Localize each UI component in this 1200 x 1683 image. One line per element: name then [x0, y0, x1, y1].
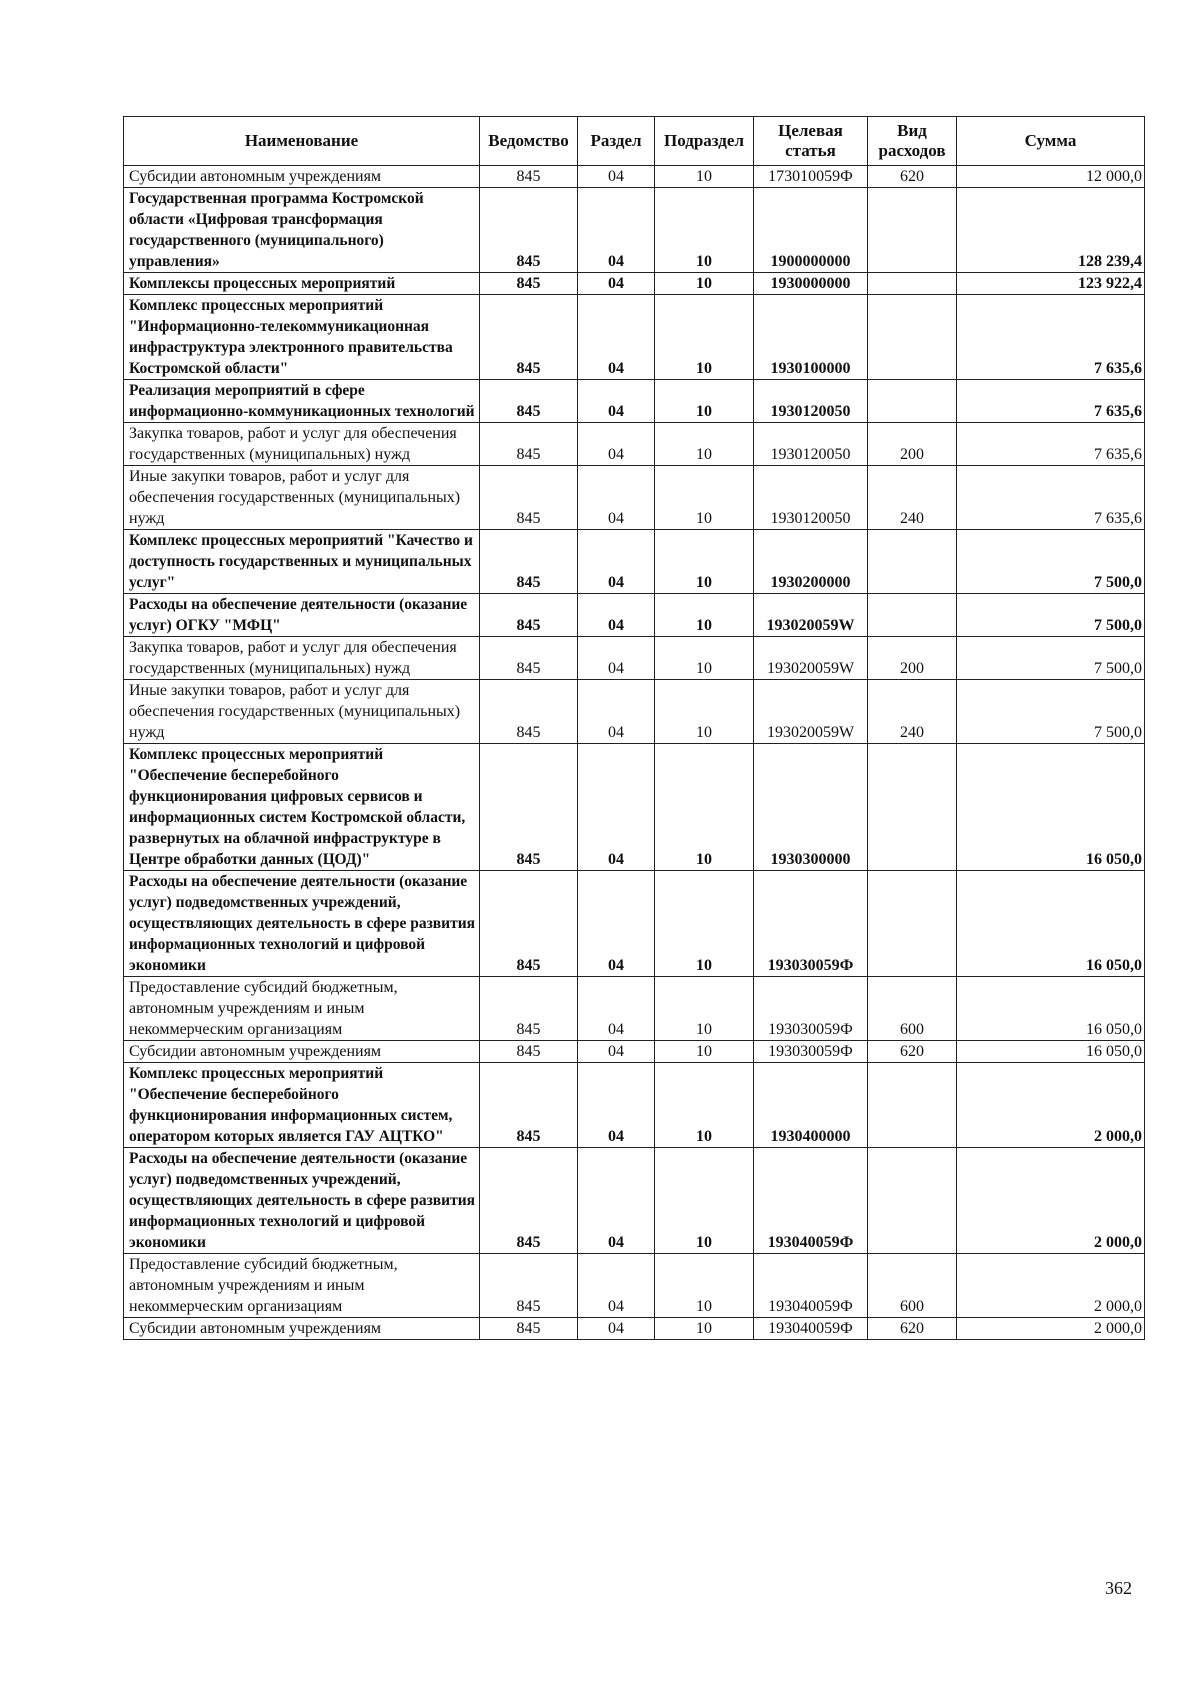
- table-row: [124, 380, 1145, 423]
- cell-name: Субсидии автономным учреждениям: [124, 1041, 480, 1063]
- table-header-row: [124, 117, 1145, 166]
- cell-vid-rashodov: 620: [868, 1041, 957, 1063]
- cell-vid-rashodov: [868, 295, 957, 380]
- cell-vedomstvo: 845: [480, 871, 578, 977]
- cell-summa: 7 635,6: [957, 380, 1145, 423]
- cell-vid-rashodov: [868, 1063, 957, 1148]
- cell-razdel: 04: [578, 423, 655, 466]
- cell-summa: 2 000,0: [957, 1254, 1145, 1318]
- cell-name: Закупка товаров, работ и услуг для обеспечения государственных (муниципальных) нужд: [124, 637, 480, 680]
- cell-summa: 2 000,0: [957, 1318, 1145, 1340]
- cell-vid-rashodov: [868, 594, 957, 637]
- table-row: [124, 530, 1145, 594]
- cell-name: Комплекс процессных мероприятий "Информационно-телекоммуникационная инфраструктура электронного правительства Костромской области": [124, 295, 480, 380]
- cell-name: Субсидии автономным учреждениям: [124, 1318, 480, 1340]
- cell-name: Комплекс процессных мероприятий "Обеспечение бесперебойного функционирования цифровых сервисов и информационных систем Костромской области, развернутых на облачной инфраструктуре в Центре обработки данных (ЦОД)": [124, 744, 480, 871]
- cell-vedomstvo: 845: [480, 1318, 578, 1340]
- cell-podrazdel: 10: [655, 744, 754, 871]
- cell-celevaya-statya: 1930120050: [754, 466, 868, 530]
- cell-razdel: 04: [578, 594, 655, 637]
- cell-vedomstvo: 845: [480, 530, 578, 594]
- cell-vedomstvo: 845: [480, 1254, 578, 1318]
- cell-celevaya-statya: 1930100000: [754, 295, 868, 380]
- cell-vid-rashodov: 200: [868, 423, 957, 466]
- table-row: [124, 273, 1145, 295]
- table-row: [124, 188, 1145, 273]
- cell-summa: 2 000,0: [957, 1148, 1145, 1254]
- cell-celevaya-statya: 1900000000: [754, 188, 868, 273]
- header-name: Наименование: [124, 117, 480, 166]
- cell-podrazdel: 10: [655, 1063, 754, 1148]
- cell-vedomstvo: 845: [480, 466, 578, 530]
- cell-vid-rashodov: [868, 871, 957, 977]
- cell-celevaya-statya: 193030059Ф: [754, 977, 868, 1041]
- cell-razdel: 04: [578, 1148, 655, 1254]
- cell-vid-rashodov: [868, 744, 957, 871]
- cell-podrazdel: 10: [655, 680, 754, 744]
- cell-celevaya-statya: 193020059W: [754, 594, 868, 637]
- cell-vedomstvo: 845: [480, 1148, 578, 1254]
- table-row: [124, 1063, 1145, 1148]
- cell-celevaya-statya: 193020059W: [754, 637, 868, 680]
- cell-summa: 12 000,0: [957, 166, 1145, 188]
- cell-vedomstvo: 845: [480, 166, 578, 188]
- cell-razdel: 04: [578, 1254, 655, 1318]
- cell-vid-rashodov: 600: [868, 1254, 957, 1318]
- header-podrazdel: Подраздел: [655, 117, 754, 166]
- cell-summa: 16 050,0: [957, 1041, 1145, 1063]
- cell-name: Иные закупки товаров, работ и услуг для обеспечения государственных (муниципальных) нужд: [124, 680, 480, 744]
- cell-vedomstvo: 845: [480, 423, 578, 466]
- cell-name: Государственная программа Костромской области «Цифровая трансформация государственного (муниципального) управления»: [124, 188, 480, 273]
- cell-vedomstvo: 845: [480, 273, 578, 295]
- cell-vedomstvo: 845: [480, 977, 578, 1041]
- cell-summa: 128 239,4: [957, 188, 1145, 273]
- cell-summa: 7 635,6: [957, 466, 1145, 530]
- cell-podrazdel: 10: [655, 871, 754, 977]
- cell-vid-rashodov: [868, 273, 957, 295]
- cell-vid-rashodov: 240: [868, 680, 957, 744]
- cell-podrazdel: 10: [655, 594, 754, 637]
- cell-vid-rashodov: [868, 188, 957, 273]
- table-row: [124, 1148, 1145, 1254]
- header-razdel: Раздел: [578, 117, 655, 166]
- cell-vid-rashodov: 600: [868, 977, 957, 1041]
- cell-razdel: 04: [578, 166, 655, 188]
- cell-vedomstvo: 845: [480, 1041, 578, 1063]
- table-row: [124, 466, 1145, 530]
- cell-razdel: 04: [578, 871, 655, 977]
- cell-name: Расходы на обеспечение деятельности (оказание услуг) подведомственных учреждений, осуществляющих деятельность в сфере развития информационных технологий и цифровой экономики: [124, 871, 480, 977]
- table-row: [124, 680, 1145, 744]
- cell-vedomstvo: 845: [480, 380, 578, 423]
- cell-summa: 7 635,6: [957, 295, 1145, 380]
- cell-vid-rashodov: [868, 1148, 957, 1254]
- cell-summa: 16 050,0: [957, 744, 1145, 871]
- cell-vid-rashodov: [868, 530, 957, 594]
- table-row: [124, 1254, 1145, 1318]
- cell-razdel: 04: [578, 1041, 655, 1063]
- cell-razdel: 04: [578, 744, 655, 871]
- cell-podrazdel: 10: [655, 1041, 754, 1063]
- cell-summa: 2 000,0: [957, 1063, 1145, 1148]
- cell-celevaya-statya: 193020059W: [754, 680, 868, 744]
- cell-vedomstvo: 845: [480, 1063, 578, 1148]
- table-row: [124, 871, 1145, 977]
- cell-podrazdel: 10: [655, 530, 754, 594]
- cell-razdel: 04: [578, 1063, 655, 1148]
- cell-podrazdel: 10: [655, 466, 754, 530]
- cell-celevaya-statya: 173010059Ф: [754, 166, 868, 188]
- cell-summa: 7 500,0: [957, 530, 1145, 594]
- cell-vedomstvo: 845: [480, 594, 578, 637]
- table-row: [124, 1041, 1145, 1063]
- cell-name: Расходы на обеспечение деятельности (оказание услуг) подведомственных учреждений, осуществляющих деятельность в сфере развития информационных технологий и цифровой экономики: [124, 1148, 480, 1254]
- cell-summa: 16 050,0: [957, 977, 1145, 1041]
- cell-vedomstvo: 845: [480, 637, 578, 680]
- cell-celevaya-statya: 1930400000: [754, 1063, 868, 1148]
- cell-razdel: 04: [578, 977, 655, 1041]
- cell-podrazdel: 10: [655, 1254, 754, 1318]
- cell-podrazdel: 10: [655, 273, 754, 295]
- cell-vedomstvo: 845: [480, 295, 578, 380]
- cell-celevaya-statya: 1930300000: [754, 744, 868, 871]
- cell-razdel: 04: [578, 637, 655, 680]
- cell-celevaya-statya: 1930200000: [754, 530, 868, 594]
- cell-celevaya-statya: 1930000000: [754, 273, 868, 295]
- header-vid-rashodov: Вид расходов: [868, 117, 957, 166]
- cell-name: Комплекс процессных мероприятий "Обеспечение бесперебойного функционирования информационных систем, оператором которых является ГАУ АЦТКО": [124, 1063, 480, 1148]
- cell-name: Субсидии автономным учреждениям: [124, 166, 480, 188]
- table-row: [124, 744, 1145, 871]
- cell-razdel: 04: [578, 295, 655, 380]
- cell-vid-rashodov: 200: [868, 637, 957, 680]
- cell-summa: 7 635,6: [957, 423, 1145, 466]
- table-row: [124, 637, 1145, 680]
- table-row: [124, 423, 1145, 466]
- cell-celevaya-statya: 193040059Ф: [754, 1318, 868, 1340]
- cell-celevaya-statya: 193030059Ф: [754, 1041, 868, 1063]
- cell-name: Закупка товаров, работ и услуг для обеспечения государственных (муниципальных) нужд: [124, 423, 480, 466]
- cell-vedomstvo: 845: [480, 188, 578, 273]
- cell-razdel: 04: [578, 530, 655, 594]
- cell-podrazdel: 10: [655, 188, 754, 273]
- cell-celevaya-statya: 193040059Ф: [754, 1254, 868, 1318]
- cell-celevaya-statya: 1930120050: [754, 423, 868, 466]
- cell-podrazdel: 10: [655, 295, 754, 380]
- cell-vid-rashodov: 240: [868, 466, 957, 530]
- table-row: [124, 166, 1145, 188]
- cell-vid-rashodov: 620: [868, 1318, 957, 1340]
- cell-razdel: 04: [578, 380, 655, 423]
- cell-summa: 7 500,0: [957, 680, 1145, 744]
- header-celevaya-statya: Целевая статья: [754, 117, 868, 166]
- cell-name: Расходы на обеспечение деятельности (оказание услуг) ОГКУ "МФЦ": [124, 594, 480, 637]
- cell-podrazdel: 10: [655, 166, 754, 188]
- cell-podrazdel: 10: [655, 1318, 754, 1340]
- cell-summa: 7 500,0: [957, 594, 1145, 637]
- cell-name: Предоставление субсидий бюджетным, автономным учреждениям и иным некоммерческим организациям: [124, 977, 480, 1041]
- cell-vedomstvo: 845: [480, 744, 578, 871]
- cell-name: Комплекс процессных мероприятий "Качество и доступность государственных и муниципальных услуг": [124, 530, 480, 594]
- cell-vedomstvo: 845: [480, 680, 578, 744]
- cell-celevaya-statya: 193030059Ф: [754, 871, 868, 977]
- cell-vid-rashodov: 620: [868, 166, 957, 188]
- cell-podrazdel: 10: [655, 637, 754, 680]
- cell-name: Предоставление субсидий бюджетным, автономным учреждениям и иным некоммерческим организациям: [124, 1254, 480, 1318]
- table-row: [124, 1318, 1145, 1340]
- cell-podrazdel: 10: [655, 423, 754, 466]
- page-number: 362: [1105, 1578, 1132, 1598]
- cell-summa: 7 500,0: [957, 637, 1145, 680]
- cell-celevaya-statya: 1930120050: [754, 380, 868, 423]
- header-vedomstvo: Ведомство: [480, 117, 578, 166]
- cell-summa: 16 050,0: [957, 871, 1145, 977]
- budget-table: [123, 116, 1145, 1340]
- cell-summa: 123 922,4: [957, 273, 1145, 295]
- cell-razdel: 04: [578, 466, 655, 530]
- cell-razdel: 04: [578, 680, 655, 744]
- cell-name: Иные закупки товаров, работ и услуг для обеспечения государственных (муниципальных) нужд: [124, 466, 480, 530]
- cell-celevaya-statya: 193040059Ф: [754, 1148, 868, 1254]
- cell-razdel: 04: [578, 1318, 655, 1340]
- cell-name: Комплексы процессных мероприятий: [124, 273, 480, 295]
- cell-podrazdel: 10: [655, 1148, 754, 1254]
- cell-razdel: 04: [578, 273, 655, 295]
- header-summa: Сумма: [957, 117, 1145, 166]
- cell-name: Реализация мероприятий в сфере информационно-коммуникационных технологий: [124, 380, 480, 423]
- table-row: [124, 594, 1145, 637]
- cell-podrazdel: 10: [655, 380, 754, 423]
- table-row: [124, 295, 1145, 380]
- cell-vid-rashodov: [868, 380, 957, 423]
- table-row: [124, 977, 1145, 1041]
- cell-razdel: 04: [578, 188, 655, 273]
- cell-podrazdel: 10: [655, 977, 754, 1041]
